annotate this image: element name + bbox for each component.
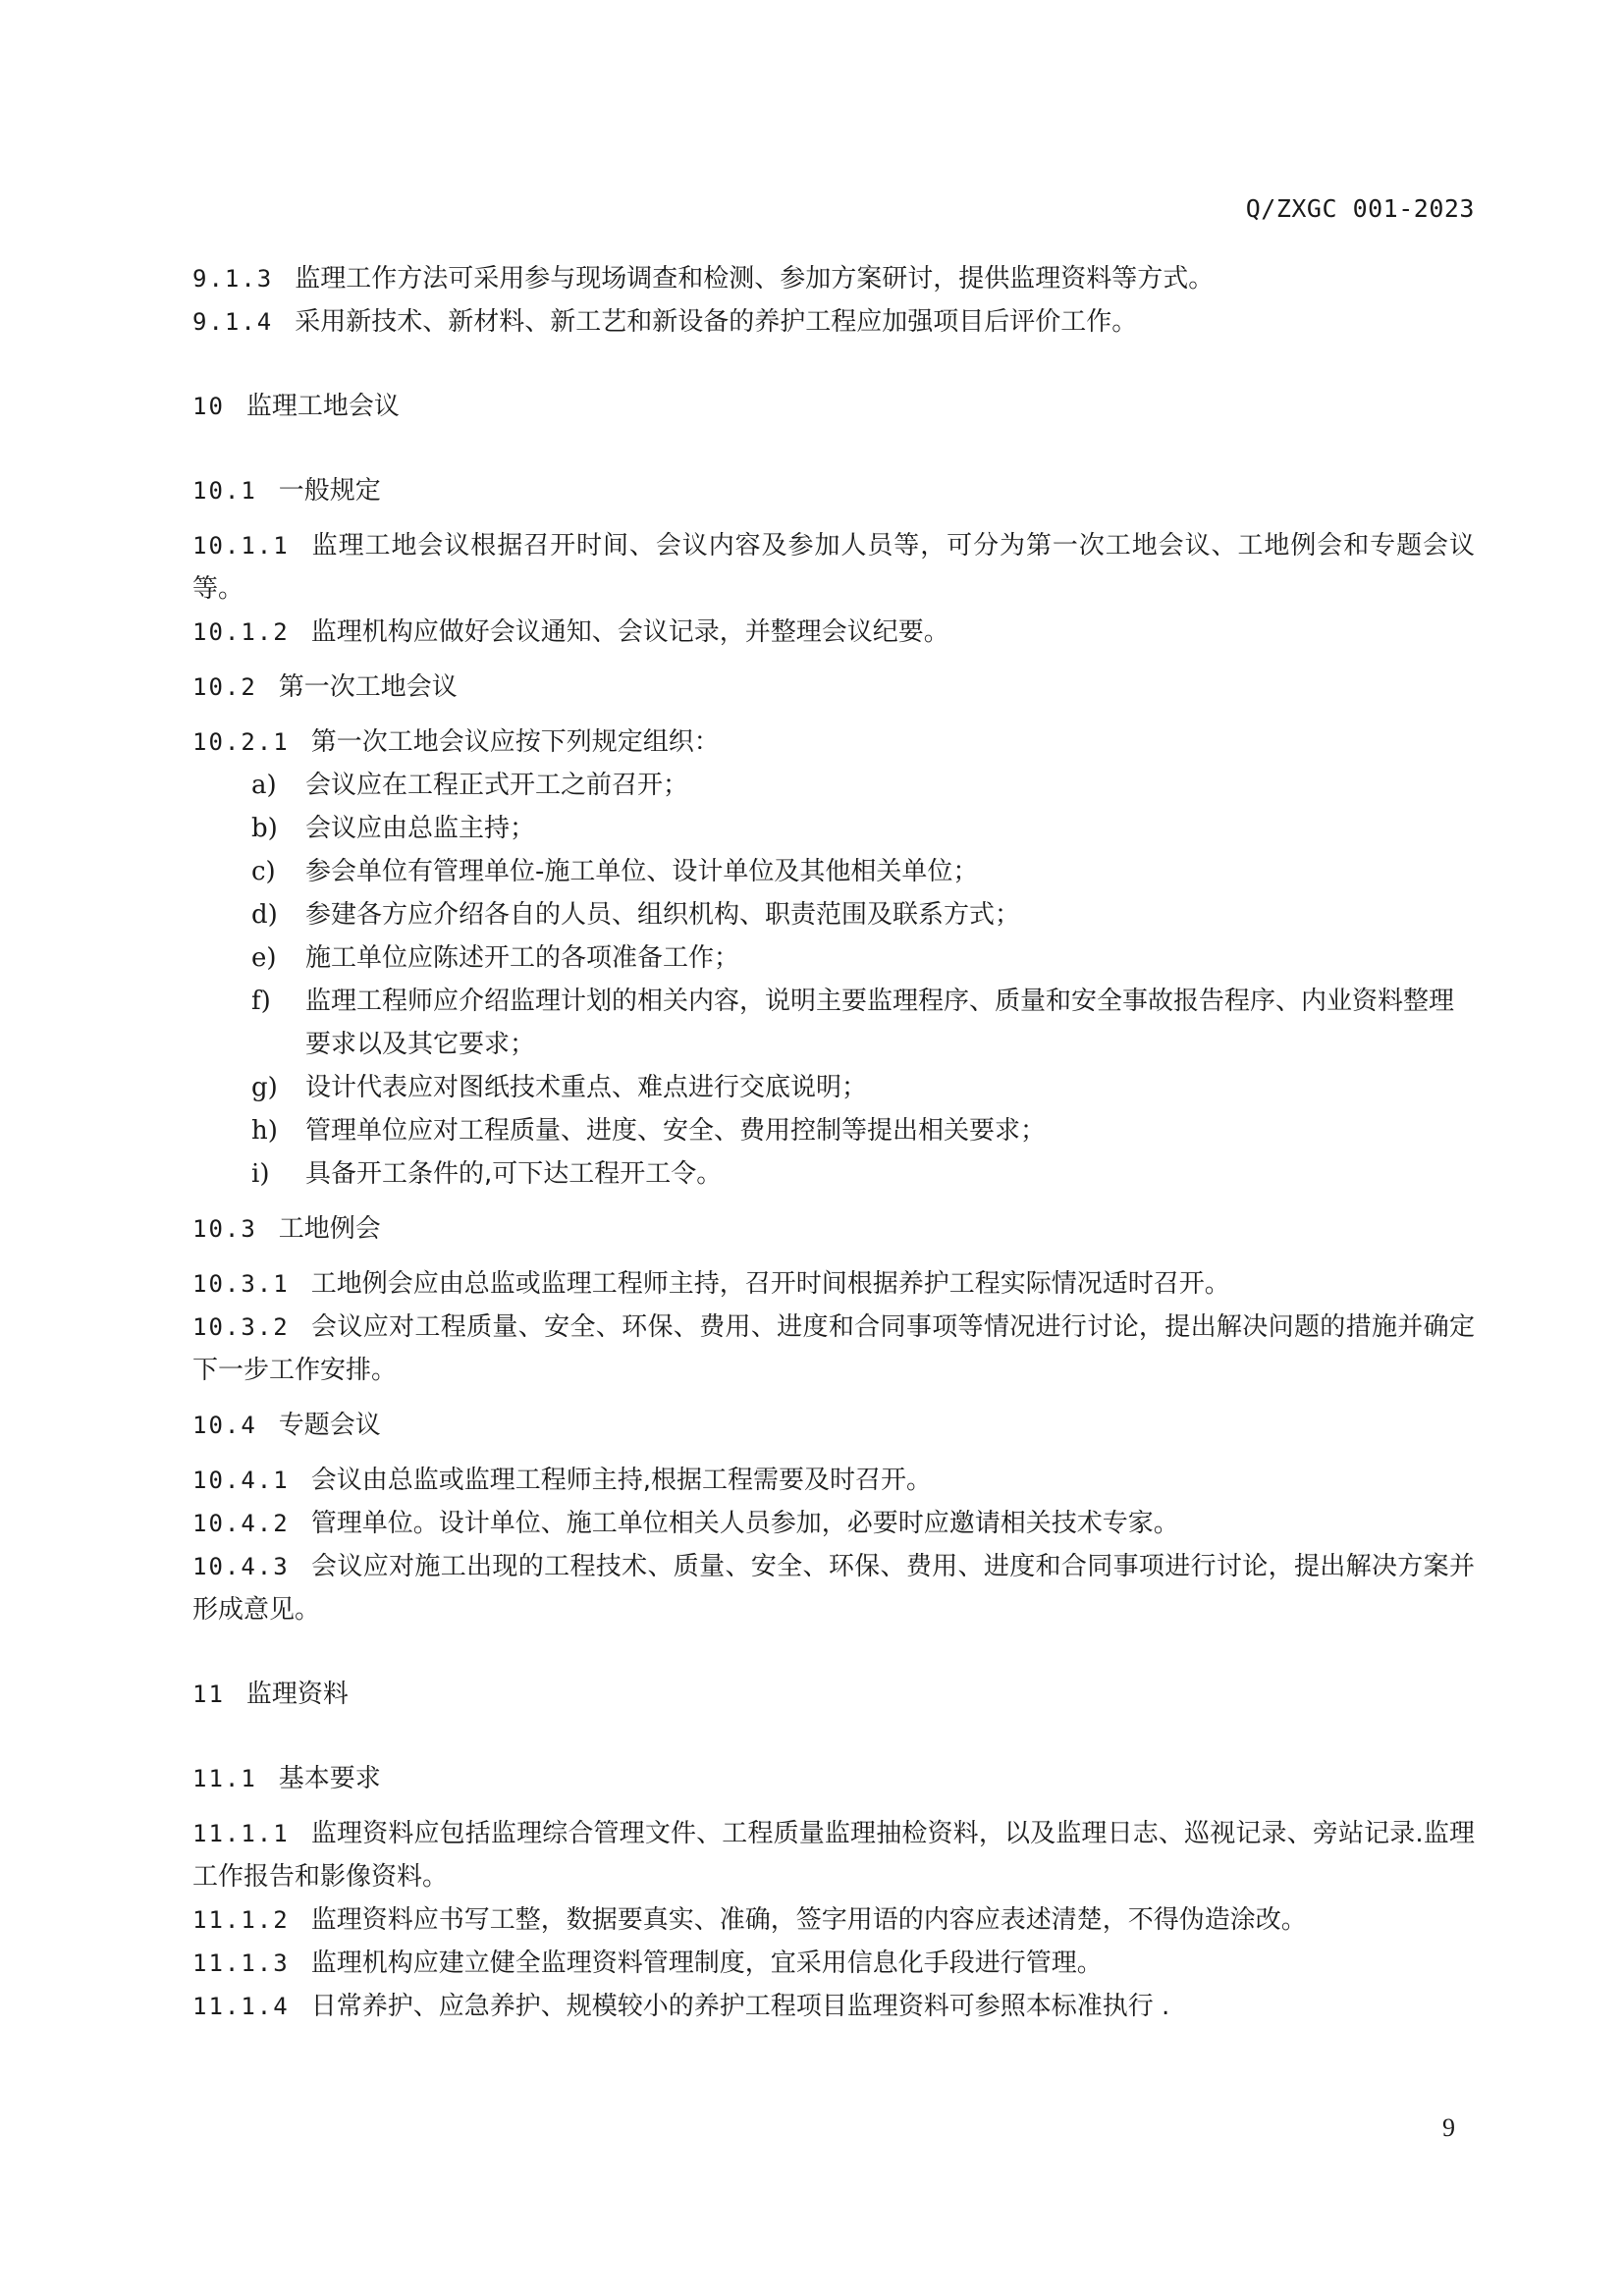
clause-10-3-1 (192, 1262, 1475, 1306)
clause-text: 采用新技术、新材料、新工艺和新设备的养护工程应加强项目后评价工作。 (295, 307, 1138, 337)
chapter-number: 11 (192, 1681, 225, 1708)
clause-number: 10.3.2 (192, 1313, 290, 1341)
clause-text: 监理机构应建立健全监理资料管理制度，宜采用信息化手段进行管理。 (310, 1949, 1103, 1978)
chapter-11-heading (192, 1673, 1475, 1716)
list-label: a) (251, 771, 277, 800)
list-text: 监理工程师应介绍监理计划的相关内容，说明主要监理程序、质量和安全事故报告程序、内业资料整理要求以及其它要求； (305, 987, 1455, 1059)
clause-number: 10.4.1 (192, 1467, 290, 1494)
clause-number: 11.1.2 (192, 1906, 290, 1934)
clause-11-1-3 (192, 1942, 1475, 1985)
list-item (192, 850, 1475, 893)
clause-text: 管理单位。设计单位、施工单位相关人员参加，必要时应邀请相关技术专家。 (310, 1509, 1179, 1538)
list-item (192, 807, 1475, 850)
clause-number: 10.4.3 (192, 1553, 290, 1580)
section-title: 基本要求 (278, 1764, 381, 1793)
clause-number: 11.1.1 (192, 1820, 290, 1847)
clause-number: 10.1.2 (192, 618, 290, 646)
section-title: 专题会议 (278, 1411, 381, 1440)
chapter-title: 监理工地会议 (245, 392, 400, 421)
list-text: 施工单位应陈述开工的各项准备工作； (305, 943, 740, 973)
clause-10-1-1 (192, 524, 1475, 611)
list-item (192, 764, 1475, 807)
section-number: 10.4 (192, 1412, 257, 1439)
list-label: h) (251, 1116, 278, 1146)
clause-text: 监理资料应包括监理综合管理文件、工程质量监理抽检资料，以及监理日志、巡视记录、旁站记录.监理工作报告和影像资料。 (192, 1819, 1475, 1892)
clause-text: 工地例会应由总监或监理工程师主持，召开时间根据养护工程实际情况适时召开。 (310, 1269, 1230, 1299)
section-number: 10.1 (192, 477, 257, 505)
clause-text: 会议应对工程质量、安全、环保、费用、进度和合同事项等情况进行讨论，提出解决问题的措施并确定下一步工作安排。 (192, 1312, 1475, 1385)
list-text: 会议应由总监主持； (305, 814, 536, 843)
document-code: Q/ZXGC 001-2023 (1245, 194, 1475, 223)
clause-text: 会议由总监或监理工程师主持,根据工程需要及时召开。 (310, 1466, 932, 1495)
clause-text: 监理机构应做好会议通知、会议记录，并整理会议纪要。 (310, 617, 949, 647)
section-title: 一般规定 (278, 476, 381, 506)
section-11-1-heading (192, 1757, 1475, 1800)
list-item (192, 1152, 1475, 1196)
section-10-2-heading (192, 666, 1475, 709)
list-text: 具备开工条件的,可下达工程开工令。 (305, 1159, 723, 1189)
clause-text: 监理资料应书写工整，数据要真实、准确，签字用语的内容应表述清楚，不得伪造涂改。 (310, 1905, 1307, 1935)
list-item (192, 1066, 1475, 1109)
chapter-10-heading (192, 385, 1475, 428)
page-content (192, 257, 1475, 2028)
clause-number: 10.4.2 (192, 1510, 290, 1537)
clause-10-4-3 (192, 1545, 1475, 1631)
section-title: 工地例会 (278, 1214, 381, 1244)
clause-text: 监理工作方法可采用参与现场调查和检测、参加方案研讨，提供监理资料等方式。 (295, 264, 1215, 294)
section-10-1-heading (192, 469, 1475, 512)
section-number: 10.2 (192, 673, 257, 701)
clause-10-1-2 (192, 611, 1475, 654)
chapter-number: 10 (192, 393, 225, 420)
clause-number: 11.1.3 (192, 1949, 290, 1977)
list-item (192, 1109, 1475, 1152)
clause-10-4-2 (192, 1502, 1475, 1545)
clause-number: 11.1.4 (192, 1993, 290, 2020)
clause-number: 10.2.1 (192, 728, 290, 756)
clause-number: 9.1.4 (192, 308, 274, 336)
clause-10-3-2 (192, 1306, 1475, 1392)
list-label: b) (251, 814, 278, 843)
clause-number: 10.3.1 (192, 1270, 290, 1298)
list-item (192, 980, 1475, 1066)
list-label: f) (251, 987, 271, 1016)
clause-text: 会议应对施工出现的工程技术、质量、安全、环保、费用、进度和合同事项进行讨论，提出解决方案并形成意见。 (192, 1552, 1475, 1625)
section-10-4-heading (192, 1404, 1475, 1447)
page-number: 9 (1442, 2113, 1455, 2142)
clause-text: 监理工地会议根据召开时间、会议内容及参加人员等，可分为第一次工地会议、工地例会和专题会议等。 (192, 531, 1475, 604)
list-item (192, 893, 1475, 936)
clause-9-1-4 (192, 300, 1475, 344)
clause-11-1-2 (192, 1898, 1475, 1942)
clause-11-1-4 (192, 1985, 1475, 2028)
clause-number: 10.1.1 (192, 532, 290, 560)
clause-text: 日常养护、应急养护、规模较小的养护工程项目监理资料可参照本标准执行 . (310, 1992, 1170, 2021)
list-label: d) (251, 900, 278, 930)
clause-10-2-1 (192, 721, 1475, 764)
list-text: 管理单位应对工程质量、进度、安全、费用控制等提出相关要求； (305, 1116, 1047, 1146)
section-title: 第一次工地会议 (278, 672, 458, 702)
list-label: c) (251, 857, 276, 886)
clause-number: 9.1.3 (192, 265, 274, 293)
clause-text: 第一次工地会议应按下列规定组织： (310, 727, 720, 757)
clause-10-4-1 (192, 1459, 1475, 1502)
meeting-requirements-list (192, 764, 1475, 1196)
list-text: 参建各方应介绍各自的人员、组织机构、职责范围及联系方式； (305, 900, 1021, 930)
list-label: i) (251, 1159, 270, 1189)
list-text: 设计代表应对图纸技术重点、难点进行交底说明； (305, 1073, 868, 1102)
list-item (192, 936, 1475, 980)
list-text: 参会单位有管理单位-施工单位、设计单位及其他相关单位； (305, 857, 979, 886)
section-number: 10.3 (192, 1215, 257, 1243)
list-label: g) (251, 1073, 278, 1102)
clause-11-1-1 (192, 1812, 1475, 1898)
list-label: e) (251, 943, 277, 973)
chapter-title: 监理资料 (245, 1680, 349, 1709)
list-text: 会议应在工程正式开工之前召开； (305, 771, 689, 800)
section-number: 11.1 (192, 1765, 257, 1792)
section-10-3-heading (192, 1207, 1475, 1251)
clause-9-1-3 (192, 257, 1475, 300)
